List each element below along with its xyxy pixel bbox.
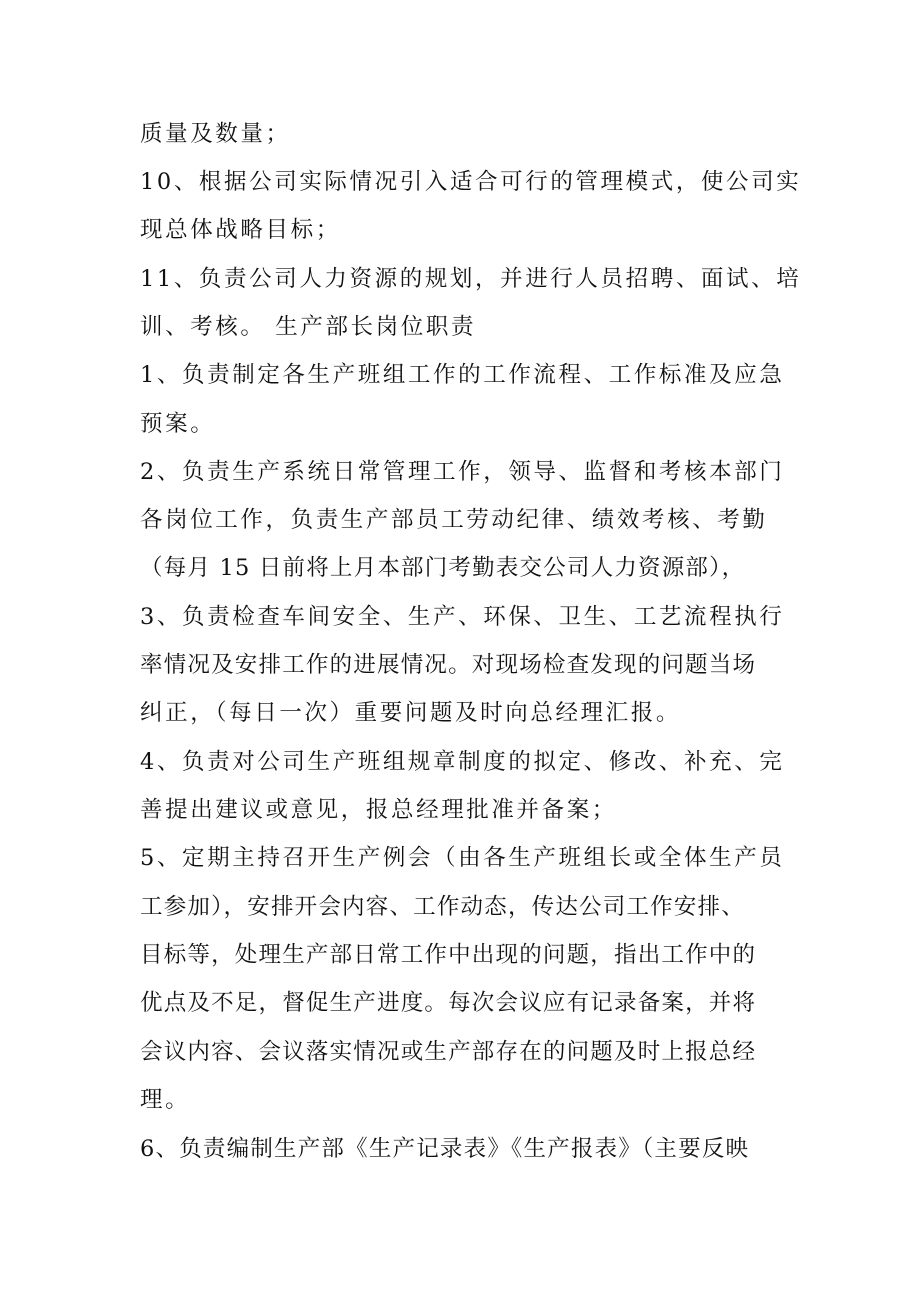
text-line: 工参加），安排开会内容、工作动态，传达公司工作安排、 (140, 894, 745, 920)
text-line: 6、负责编制生产部《生产记录表》《生产报表》（主要反映 (140, 1136, 750, 1162)
text-line: 1、负责制定各生产班组工作的工作流程、工作标准及应急 (140, 362, 785, 388)
text-line: 4、负责对公司生产班组规章制度的拟定、修改、补充、完 (140, 749, 785, 775)
text-line: 善提出建议或意见，报总经理批准并备案； (140, 797, 617, 823)
text-line: 5、定期主持召开生产例会（由各生产班组长或全体生产员 (140, 845, 785, 871)
text-line: 3、负责检查车间安全、生产、环保、卫生、工艺流程执行 (140, 604, 785, 630)
text-line: 现总体战略目标； (140, 217, 341, 243)
text-line: 2、负责生产系统日常管理工作，领导、监督和考核本部门 (140, 459, 785, 485)
text-line: 纠正，（每日一次）重要问题及时向总经理汇报。 (140, 700, 681, 726)
text-line: 各岗位工作，负责生产部员工劳动纪律、绩效考核、考勤 (140, 507, 768, 533)
text-line: 10、根据公司实际情况引入适合可行的管理模式，使公司实 (140, 169, 802, 195)
text-line: 会议内容、会议落实情况或生产部存在的问题及时上报总经 (140, 1039, 757, 1065)
text-line: （每月 15 日前将上月本部门考勤表交公司人力资源部）， (140, 555, 746, 581)
text-line: 训、考核。 生产部长岗位职责 (140, 314, 477, 340)
text-line: 预案。 (140, 411, 216, 437)
text-line: 理。 (140, 1087, 191, 1113)
text-line: 11、负责公司人力资源的规划，并进行人员招聘、面试、培 (140, 266, 802, 292)
text-line: 目标等，处理生产部日常工作中出现的问题，指出工作中的 (140, 942, 757, 968)
text-line: 质量及数量； (140, 121, 291, 147)
text-line: 优点及不足，督促生产进度。每次会议应有记录备案，并将 (140, 990, 757, 1016)
text-line: 率情况及安排工作的进展情况。对现场检查发现的问题当场 (140, 652, 757, 678)
